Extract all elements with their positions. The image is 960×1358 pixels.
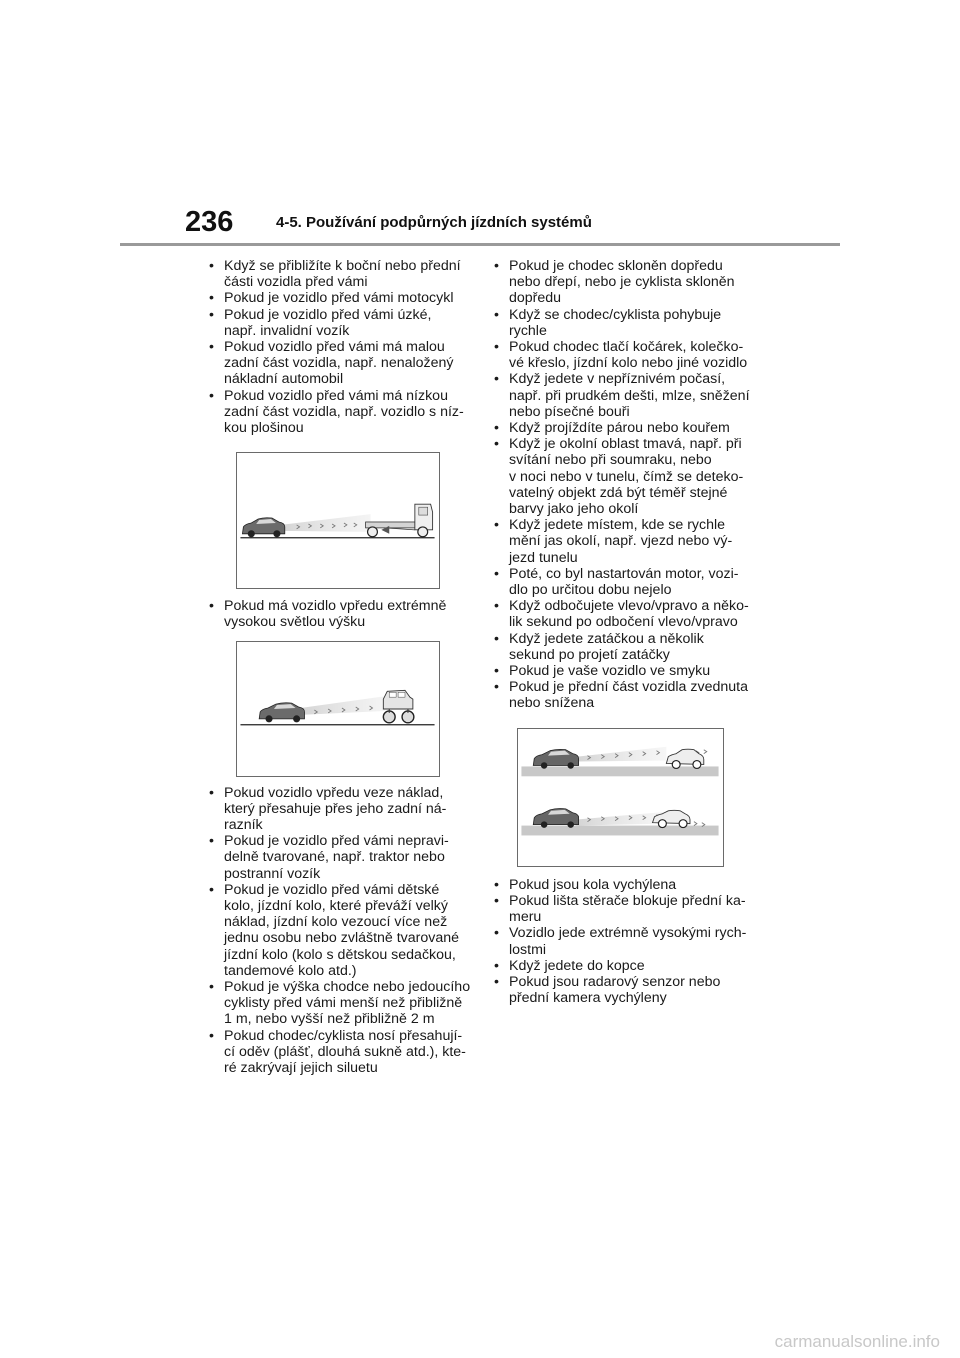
list-item-line: Když jedete místem, kde se rychle bbox=[509, 517, 726, 534]
list-item bbox=[492, 307, 767, 339]
list-item-line: např. invalidní vozík bbox=[224, 322, 350, 339]
list-item-line: cyklisty před vámi menší než přibližně bbox=[224, 995, 463, 1012]
list-item-line: Pokud lišta stěrače blokuje přední ka- bbox=[509, 892, 746, 909]
list-item-line: meru bbox=[509, 909, 542, 926]
list-item-line: dlo po určitou dobu nejelo bbox=[509, 582, 672, 599]
list-item-line: kou plošinou bbox=[224, 420, 304, 437]
list-item bbox=[492, 420, 767, 436]
list-item-line: Když jedete v nepříznivém počasí, bbox=[509, 371, 726, 388]
list-item-line: postranní vozík bbox=[224, 865, 321, 882]
list-item-line: nebo snížena bbox=[509, 695, 595, 712]
list-item-line: vysokou světlou výšku bbox=[224, 614, 366, 631]
list-item-line: Když projíždíte párou nebo kouřem bbox=[509, 420, 730, 437]
list-item bbox=[492, 631, 767, 663]
list-item-line: Pokud je vaše vozidlo ve smyku bbox=[509, 663, 711, 680]
list-item-line: delně tvarované, např. traktor nebo bbox=[224, 849, 445, 866]
list-item-line: jezd tunelu bbox=[509, 549, 578, 566]
illustration-truck-low-bed bbox=[236, 452, 440, 589]
bullet-list bbox=[492, 877, 767, 1007]
list-item bbox=[492, 877, 767, 893]
list-item-line: dopředu bbox=[509, 290, 562, 307]
list-item-line: vé křeslo, jízdní kolo nebo jiné vozidlo bbox=[509, 355, 748, 372]
list-item-line: Když jedete zatáčkou a několik bbox=[509, 630, 704, 647]
illustration-high-clearance-vehicle bbox=[236, 641, 440, 777]
list-item bbox=[492, 893, 767, 925]
list-item bbox=[492, 598, 767, 630]
list-item bbox=[492, 958, 767, 974]
section-title: 4-5. Používání podpůrných jízdních systémů bbox=[276, 214, 592, 231]
list-item bbox=[492, 436, 767, 517]
list-item-line: Pokud jsou radarový senzor nebo bbox=[509, 973, 721, 990]
list-item-line: např. při prudkém dešti, mlze, sněžení bbox=[509, 387, 750, 404]
list-item-line: zadní část vozidla, např. vozidlo s níz- bbox=[224, 403, 464, 420]
suv-illustration bbox=[237, 642, 439, 776]
list-item-line: tandemové kolo atd.) bbox=[224, 962, 357, 979]
list-item-line: vatelný objekt zdá být téměř stejné bbox=[509, 484, 728, 501]
list-item-line: mění jas okolí, např. vjezd nebo vý- bbox=[509, 533, 733, 550]
list-item-line: Pokud má vozidlo vpředu extrémně bbox=[224, 598, 447, 615]
list-item-line: Když jedete do kopce bbox=[509, 957, 645, 974]
bullet-list bbox=[207, 785, 482, 1077]
list-item-line: jízdní kolo (kolo s dětskou sedačkou, bbox=[224, 946, 456, 963]
list-item bbox=[492, 258, 767, 307]
list-item bbox=[207, 833, 482, 882]
list-item-line: svítání nebo při soumraku, nebo bbox=[509, 452, 712, 469]
list-item-line: kolo, jízdní kolo, které převáží velký bbox=[224, 898, 448, 915]
list-item-line: cí oděv (plášť, dlouhá sukně atd.), kte- bbox=[224, 1043, 466, 1060]
list-item bbox=[492, 663, 767, 679]
list-item-line: nákladní automobil bbox=[224, 371, 344, 388]
header-rule bbox=[120, 243, 840, 246]
list-item-line: Pokud vozidlo před vámi má malou bbox=[224, 339, 445, 356]
list-item-line: lik sekund po odbočení vlevo/vpravo bbox=[509, 614, 738, 631]
illustration-vehicle-raised-lowered bbox=[517, 728, 724, 867]
list-item-line: Pokud vozidlo před vámi má nízkou bbox=[224, 387, 448, 404]
list-item bbox=[207, 598, 482, 630]
bullet-list bbox=[492, 258, 767, 712]
footer-brand-watermark: carmanualsonline.info bbox=[774, 1332, 940, 1351]
right-column bbox=[492, 258, 767, 1006]
list-item-line: Pokud je vozidlo před vámi dětské bbox=[224, 881, 440, 898]
list-item bbox=[207, 979, 482, 1028]
list-item bbox=[492, 339, 767, 371]
list-item-line: ré zakrývají jejich siluetu bbox=[224, 1060, 378, 1077]
list-item-line: Pokud jsou kola vychýlena bbox=[509, 876, 677, 893]
list-item-line: Pokud je přední část vozidla zvednuta bbox=[509, 679, 748, 696]
list-item-line: náklad, jízdní kolo vezoucí více než bbox=[224, 914, 448, 931]
list-item-line: který přesahuje přes jeho zadní ná- bbox=[224, 800, 447, 817]
list-item-line: rychle bbox=[509, 322, 547, 339]
list-item bbox=[207, 785, 482, 834]
list-item-line: Pokud je vozidlo před vámi motocykl bbox=[224, 290, 454, 307]
list-item-line: Když se přibližíte k boční nebo přední bbox=[224, 258, 461, 274]
list-item bbox=[207, 388, 482, 437]
list-item-line: nebo písečné bouři bbox=[509, 403, 630, 420]
list-item bbox=[492, 517, 767, 566]
list-item-line: razník bbox=[224, 817, 263, 834]
list-item-line: Pokud je vozidlo před vámi nepravi- bbox=[224, 833, 449, 850]
list-item-line: jednu osobu nebo zvláštně tvarované bbox=[224, 930, 460, 947]
list-item-line: lostmi bbox=[509, 941, 547, 958]
list-item-line: Vozidlo jede extrémně vysokými rych- bbox=[509, 925, 747, 942]
list-item-line: sekund po projetí zatáčky bbox=[509, 646, 670, 663]
list-item-line: v noci nebo v tunelu, čímž se deteko- bbox=[509, 468, 744, 485]
list-item bbox=[207, 339, 482, 388]
list-item bbox=[492, 974, 767, 1006]
list-item bbox=[492, 371, 767, 420]
list-item bbox=[207, 882, 482, 979]
list-item-line: Pokud je chodec skloněn dopředu bbox=[509, 258, 723, 274]
list-item-line: Když se chodec/cyklista pohybuje bbox=[509, 306, 722, 323]
page-number: 236 bbox=[185, 206, 234, 238]
list-item-line: Pokud chodec tlačí kočárek, kolečko- bbox=[509, 339, 744, 356]
bullet-list bbox=[207, 598, 482, 630]
list-item-line: barvy jako jeho okolí bbox=[509, 501, 639, 518]
raised-lowered-illustration bbox=[518, 729, 723, 866]
list-item-line: přední kamera vychýleny bbox=[509, 990, 667, 1007]
list-item-line: Když odbočujete vlevo/vpravo a něko- bbox=[509, 598, 749, 615]
list-item bbox=[492, 566, 767, 598]
bullet-list bbox=[207, 258, 482, 436]
list-item-line: Pokud chodec/cyklista nosí přesahují- bbox=[224, 1027, 463, 1044]
list-item-line: Když je okolní oblast tmavá, např. při bbox=[509, 436, 742, 453]
list-item bbox=[207, 307, 482, 339]
list-item-line: Pokud vozidlo vpředu veze náklad, bbox=[224, 784, 444, 801]
list-item bbox=[492, 925, 767, 957]
list-item-line: Pokud je výška chodce nebo jedoucího bbox=[224, 979, 471, 996]
list-item-line: 1 m, nebo vyšší než přibližně 2 m bbox=[224, 1011, 435, 1028]
left-column bbox=[207, 258, 482, 1076]
list-item-line: Pokud je vozidlo před vámi úzké, bbox=[224, 306, 432, 323]
list-item bbox=[492, 679, 767, 711]
list-item-line: zadní část vozidla, např. nenaložený bbox=[224, 355, 454, 372]
list-item-line: nebo dřepí, nebo je cyklista skloněn bbox=[509, 274, 735, 291]
list-item-line: Poté, co byl nastartován motor, vozi- bbox=[509, 565, 739, 582]
list-item-line: části vozidla před vámi bbox=[224, 274, 368, 291]
list-item bbox=[207, 258, 482, 290]
list-item bbox=[207, 1028, 482, 1077]
truck-illustration bbox=[237, 453, 439, 588]
list-item bbox=[207, 290, 482, 306]
